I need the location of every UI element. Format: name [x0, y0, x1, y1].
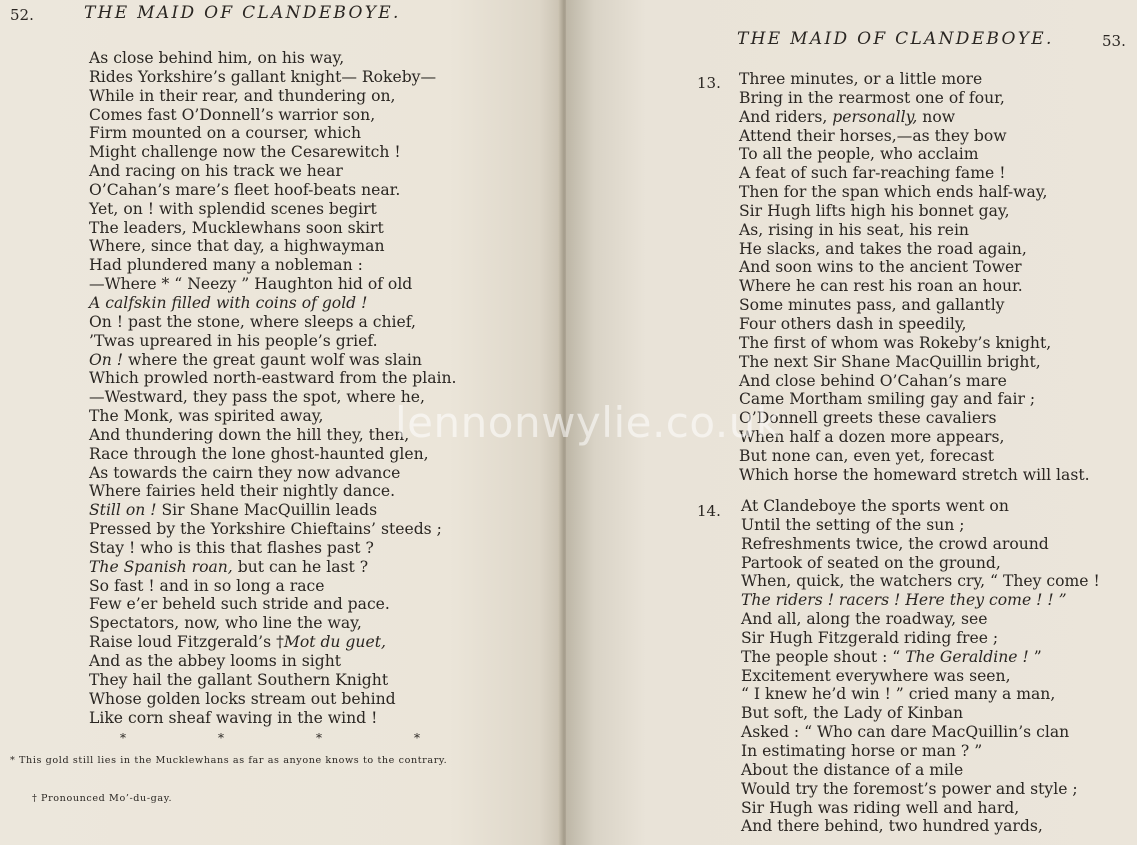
verse-text: To all the people, who acclaim	[739, 145, 979, 164]
verse-text: but can he last ?	[232, 557, 369, 576]
verse-line	[739, 183, 1090, 202]
verse-line	[89, 87, 457, 106]
verse-text: The people shout : “	[741, 647, 906, 666]
verse-text: He slacks, and takes the road again,	[739, 239, 1027, 258]
verse-line	[739, 390, 1090, 409]
verse-text: —Where * “ Neezy ” Haughton hid of old	[89, 275, 413, 294]
verse-text: Came Mortham smiling gay and fair ;	[739, 390, 1036, 409]
verse-text: Had plundered many a nobleman :	[89, 256, 363, 275]
verse-text: Which prowled north-eastward from the plain.	[89, 369, 457, 388]
verse-text: The Spanish roan,	[89, 557, 233, 576]
stanza-14-verse	[741, 497, 1100, 836]
verse-text: On !	[89, 350, 124, 369]
verse-line	[741, 723, 1100, 742]
verse-text: In estimating horse or man ? ”	[741, 741, 983, 760]
verse-text: Still on !	[89, 501, 157, 520]
verse-line	[89, 332, 457, 351]
verse-text: “ I knew he’d win ! ” cried many a man,	[741, 685, 1056, 704]
verse-text: Refreshments twice, the crowd around	[741, 534, 1049, 553]
verse-text: When half a dozen more appears,	[739, 428, 1005, 447]
verse-text: Race through the lone ghost-haunted glen,	[89, 444, 429, 463]
footnote-gold: * This gold still lies in the Mucklewhans as far as anyone knows to the contrary.	[10, 755, 448, 766]
verse-text: now	[917, 107, 956, 126]
verse-text: Until the setting of the sun ;	[741, 515, 965, 534]
verse-line	[89, 237, 457, 256]
verse-text: Where fairies held their nightly dance.	[89, 482, 396, 501]
verse-line	[739, 372, 1090, 391]
verse-text: Yet, on ! with splendid scenes begirt	[89, 199, 377, 218]
watermark-text: lennonwylie.co.uk	[395, 398, 781, 447]
verse-text: While in their rear, and thundering on,	[89, 86, 396, 105]
verse-text: As, rising in his seat, his rein	[739, 220, 969, 239]
verse-text: Asked : “ Who can dare MacQuillin’s clan	[741, 723, 1070, 742]
verse-line	[741, 780, 1100, 799]
verse-line	[739, 89, 1090, 108]
verse-line	[89, 464, 457, 483]
verse-line	[89, 558, 457, 577]
verse-line	[89, 652, 457, 671]
verse-line	[89, 633, 457, 652]
verse-line	[89, 162, 457, 181]
verse-text: Bring in the rearmost one of four,	[739, 88, 1005, 107]
verse-line	[89, 256, 457, 275]
verse-text: Mot du guet,	[283, 633, 386, 652]
verse-text: ”	[1028, 647, 1042, 666]
verse-text: A feat of such far-reaching fame !	[739, 164, 1006, 183]
verse-text: Pressed by the Yorkshire Chieftains’ steeds ;	[89, 520, 442, 539]
verse-text: Three minutes, or a little more	[739, 70, 983, 88]
verse-text: And thundering down the hill they, then,	[89, 425, 410, 444]
verse-text: Where he can rest his roan an hour.	[739, 277, 1023, 296]
verse-text: Then for the span which ends half-way,	[739, 183, 1048, 202]
right-page-number: 53.	[1102, 32, 1126, 50]
verse-line	[89, 671, 457, 690]
verse-line	[89, 595, 457, 614]
verse-text: personally,	[832, 107, 918, 126]
verse-line	[741, 761, 1100, 780]
verse-line	[741, 610, 1100, 629]
verse-text: Would try the foremost’s power and style ;	[741, 779, 1078, 798]
verse-line	[89, 68, 457, 87]
verse-line	[89, 275, 457, 294]
verse-text: About the distance of a mile	[741, 760, 964, 779]
verse-text: O’Donnell greets these cavaliers	[739, 409, 997, 428]
verse-text: Four others dash in speedily,	[739, 314, 967, 333]
verse-line	[741, 535, 1100, 554]
verse-text: Comes fast O’Donnell’s warrior son,	[89, 105, 376, 124]
verse-text: Attend their horses,—as they bow	[739, 126, 1007, 145]
verse-text: At Clandeboye the sports went on	[741, 497, 1009, 515]
verse-line	[739, 258, 1090, 277]
verse-text: But none can, even yet, forecast	[739, 446, 994, 465]
asterism: *	[414, 731, 420, 745]
verse-text: And there behind, two hundred yards,	[741, 817, 1043, 836]
verse-text: But soft, the Lady of Kinban	[741, 704, 964, 723]
verse-line	[89, 614, 457, 633]
verse-line	[741, 554, 1100, 573]
verse-line	[89, 539, 457, 558]
verse-text: The leaders, Mucklewhans soon skirt	[89, 218, 384, 237]
verse-text: Partook of seated on the ground,	[741, 553, 1001, 572]
verse-line	[739, 447, 1090, 466]
verse-line	[739, 353, 1090, 372]
left-running-head: THE MAID OF CLANDEBOYE.	[84, 3, 401, 23]
verse-text: And soon wins to the ancient Tower	[739, 258, 1022, 277]
verse-text: Like corn sheaf waving in the wind !	[89, 708, 378, 727]
verse-line	[741, 817, 1100, 836]
verse-line	[739, 127, 1090, 146]
verse-line	[741, 591, 1100, 610]
verse-line	[89, 577, 457, 596]
verse-text: The next Sir Shane MacQuillin bright,	[739, 352, 1041, 371]
verse-line	[739, 108, 1090, 127]
verse-text: Sir Hugh was riding well and hard,	[741, 798, 1020, 817]
verse-text: And close behind O’Cahan’s mare	[739, 371, 1007, 390]
verse-text: Sir Shane MacQuillin leads	[156, 501, 378, 520]
verse-line	[89, 445, 457, 464]
verse-line	[89, 124, 457, 143]
asterism: *	[218, 731, 224, 745]
verse-text: They hail the gallant Southern Knight	[89, 670, 389, 689]
verse-line	[739, 240, 1090, 259]
verse-text: —Westward, they pass the spot, where he,	[89, 388, 425, 407]
verse-line	[739, 164, 1090, 183]
verse-text: Sir Hugh lifts high his bonnet gay,	[739, 201, 1010, 220]
left-page-number: 52.	[10, 6, 34, 24]
verse-text: Excitement everywhere was seen,	[741, 666, 1011, 685]
verse-text: And as the abbey looms in sight	[89, 652, 342, 670]
verse-text: The riders ! racers ! Here they come ! ! ”	[741, 591, 1067, 610]
verse-line	[89, 106, 457, 125]
verse-text: Sir Hugh Fitzgerald riding free ;	[741, 628, 999, 647]
verse-text: When, quick, the watchers cry, “ They come !	[741, 572, 1100, 591]
verse-line	[89, 143, 457, 162]
verse-text: A calfskin filled with coins of gold !	[89, 293, 368, 312]
verse-line	[739, 221, 1090, 240]
verse-line	[739, 334, 1090, 353]
footnote-separator	[120, 731, 420, 745]
verse-line	[89, 49, 457, 68]
verse-line	[89, 690, 457, 709]
verse-text: And riders,	[739, 107, 833, 126]
verse-line	[89, 313, 457, 332]
verse-text: So fast ! and in so long a race	[89, 576, 325, 595]
verse-line	[741, 799, 1100, 818]
verse-line	[741, 704, 1100, 723]
verse-line	[741, 685, 1100, 704]
verse-text: On ! past the stone, where sleeps a chief,	[89, 312, 416, 331]
verse-text: As towards the cairn they now advance	[89, 463, 401, 482]
right-running-head: THE MAID OF CLANDEBOYE.	[737, 29, 1054, 49]
verse-text: Firm mounted on a courser, which	[89, 124, 361, 143]
verse-text: Rides Yorkshire’s gallant knight— Rokeby—	[89, 67, 437, 86]
verse-text: Whose golden locks stream out behind	[89, 689, 396, 708]
verse-line	[739, 296, 1090, 315]
verse-text: Few e’er beheld such stride and pace.	[89, 595, 390, 614]
verse-line	[741, 629, 1100, 648]
verse-text: The first of whom was Rokeby’s knight,	[739, 333, 1052, 352]
verse-text: As close behind him, on his way,	[89, 49, 345, 67]
verse-line	[89, 181, 457, 200]
verse-line	[741, 648, 1100, 667]
verse-line	[739, 202, 1090, 221]
verse-text: Stay ! who is this that flashes past ?	[89, 538, 374, 557]
verse-text: Raise loud Fitzgerald’s †	[89, 633, 284, 652]
verse-line	[89, 501, 457, 520]
verse-line	[89, 219, 457, 238]
left-verse	[89, 49, 457, 727]
verse-text: Which horse the homeward stretch will last.	[739, 465, 1090, 484]
verse-text: Some minutes pass, and gallantly	[739, 296, 1005, 315]
verse-text: The Monk, was spirited away,	[89, 407, 324, 426]
verse-text: The Geraldine !	[905, 647, 1029, 666]
verse-line	[741, 742, 1100, 761]
verse-line	[741, 572, 1100, 591]
verse-line	[89, 200, 457, 219]
asterism: *	[120, 731, 126, 745]
verse-line	[89, 294, 457, 313]
verse-line	[739, 428, 1090, 447]
stanza-number-14: 14.	[697, 502, 721, 520]
verse-text: Spectators, now, who line the way,	[89, 614, 362, 633]
verse-line	[739, 466, 1090, 485]
verse-line	[89, 482, 457, 501]
verse-line	[739, 315, 1090, 334]
stanza-number-13: 13.	[697, 74, 721, 92]
verse-line	[741, 516, 1100, 535]
verse-text: Might challenge now the Cesarewitch !	[89, 143, 401, 162]
verse-text: And racing on his track we hear	[89, 162, 343, 181]
verse-line	[739, 145, 1090, 164]
verse-line	[89, 369, 457, 388]
footnote-pronounced: † Pronounced Mo’-du-gay.	[32, 793, 173, 804]
verse-text: O’Cahan’s mare’s fleet hoof-beats near.	[89, 180, 401, 199]
stanza-13-verse	[739, 70, 1090, 485]
verse-text: And all, along the roadway, see	[741, 610, 988, 629]
verse-text: ’Twas upreared in his people’s grief.	[89, 331, 378, 350]
verse-line	[739, 409, 1090, 428]
verse-line	[89, 351, 457, 370]
verse-text: Where, since that day, a highwayman	[89, 237, 385, 256]
verse-line	[89, 709, 457, 728]
verse-line	[739, 70, 1090, 89]
verse-text: where the great gaunt wolf was slain	[123, 350, 422, 369]
asterism: *	[316, 731, 322, 745]
verse-line	[741, 667, 1100, 686]
verse-line	[741, 497, 1100, 516]
verse-line	[739, 277, 1090, 296]
verse-line	[89, 520, 457, 539]
